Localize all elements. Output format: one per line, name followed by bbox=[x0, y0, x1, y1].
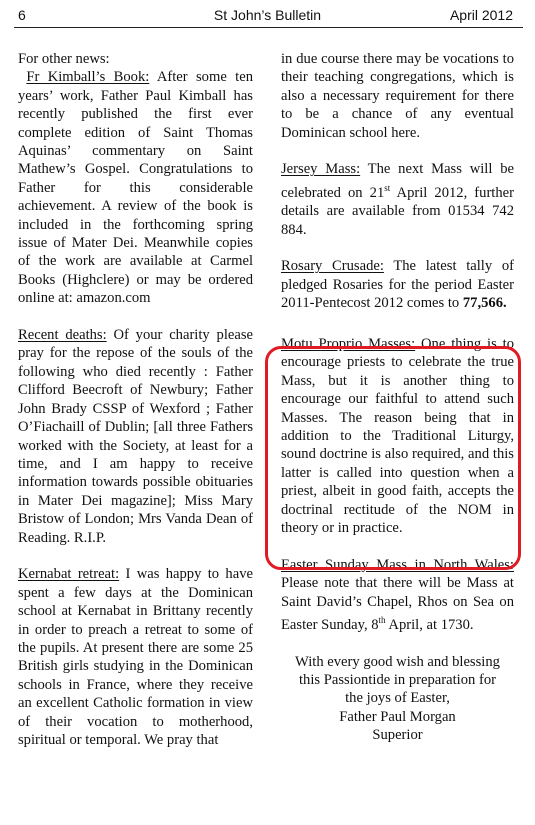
easter-body-a: Please note that there will be Mass at Saint David’s Chapel, Rhos on Sea on Easter Sunday, 8 bbox=[281, 575, 514, 633]
jersey-heading: Jersey Mass: bbox=[281, 161, 361, 178]
rosary-heading: Rosary Crusade: bbox=[281, 258, 384, 275]
header-rule bbox=[14, 27, 523, 28]
signoff-name: Father Paul Morgan bbox=[339, 708, 456, 725]
easter-heading: Easter Sunday Mass in North Wales: bbox=[281, 556, 514, 573]
motu-heading: Motu Proprio Masses: bbox=[281, 335, 416, 352]
page-number: 6 bbox=[18, 7, 26, 23]
signoff bbox=[281, 653, 514, 745]
easter-body-b: April, at 1730. bbox=[385, 616, 474, 633]
deaths-body: Of your charity please pray for the repose of the souls of the following who died recently : Father Clifford Beecroft of Newbury; Father John Brady CSSP of Wexford ; Father O’Fiachaill of Dublin; [all three Fathers worked with the Society, at least for a time, and I am happy to receive information towards possible obituaries in Mater Dei magazine]; Miss Mary Bristow of London; Mrs Vanda Dean of Reading. R.I.P. bbox=[18, 327, 253, 546]
jersey-body-b: April 2012, further details are available from 01534 742 884. bbox=[281, 184, 514, 238]
article-deaths bbox=[18, 326, 253, 547]
signoff-line: this Passiontide in preparation for bbox=[299, 672, 496, 689]
signoff-role: Superior bbox=[372, 727, 423, 744]
deaths-heading: Recent deaths: bbox=[18, 327, 107, 344]
intro-line: For other news: bbox=[18, 51, 110, 67]
left-column bbox=[18, 50, 253, 749]
rosary-body: The latest tally of pledged Rosaries for the period Easter 2011-Pentecost 2012 comes to bbox=[281, 258, 514, 312]
jersey-body-a: The next Mass will be celebrated on 21 bbox=[281, 161, 514, 201]
page-header bbox=[0, 0, 535, 36]
signoff-line: With every good wish and blessing bbox=[295, 653, 500, 670]
kernabat-body: I was happy to have spent a few days at the Dominican school at Kernabat in Brittany recently in order to preach a retreat to some of the pupils. At present there are some 25 British girls studying in the Dominican schools in France, where they receive an excellent Catholic formation in view of their vocation to motherhood, spiritual or temporal. We pray that bbox=[18, 566, 253, 748]
motu-body: One thing is to encourage priests to celebrate the true Mass, but it is another thing to encourage our faithful to attend such Masses. The reason being that in addition to the Traditional Liturgy, sound doctrine is also required, and this latter is called into question when a priest, albeit in good faith, accepts the doctrinal rectitude of the NOM in theory or in practice. bbox=[281, 335, 514, 536]
bulletin-title: St John’s Bulletin bbox=[213, 7, 322, 23]
kernabat-heading: Kernabat retreat: bbox=[18, 566, 120, 583]
article-kimball bbox=[18, 68, 253, 307]
signoff-line: the joys of Easter, bbox=[345, 690, 450, 707]
kimball-heading: Fr Kimball’s Book: bbox=[26, 69, 150, 86]
article-rosary bbox=[281, 257, 514, 312]
article-kernabat bbox=[18, 565, 253, 749]
highlight-box bbox=[265, 346, 521, 570]
easter-date-suffix: th bbox=[378, 614, 386, 625]
article-jersey bbox=[281, 160, 514, 238]
issue-date: April 2012 bbox=[449, 7, 513, 23]
continuation-text: in due course there may be vocations to their teaching congregations, which is also a necessary requirement for there to be a chance of any eventual Dominican school here. bbox=[281, 51, 514, 141]
jersey-date-suffix: st bbox=[384, 182, 391, 193]
rosary-count: 77,566. bbox=[462, 295, 507, 312]
kimball-body: After some ten years’ work, Father Paul Kimball has recently published the first ever complete edition of Saint Thomas Aquinas’ commentary on Saint Mathew’s Gospel. Congratulations to Father for this considerable achievement. A review of the book is included in the forthcoming spring issue of Mater Dei. Meanwhile copies of the work are available at Carmel Books (Highclere) or may be ordered online at: amazon.com bbox=[18, 69, 253, 307]
